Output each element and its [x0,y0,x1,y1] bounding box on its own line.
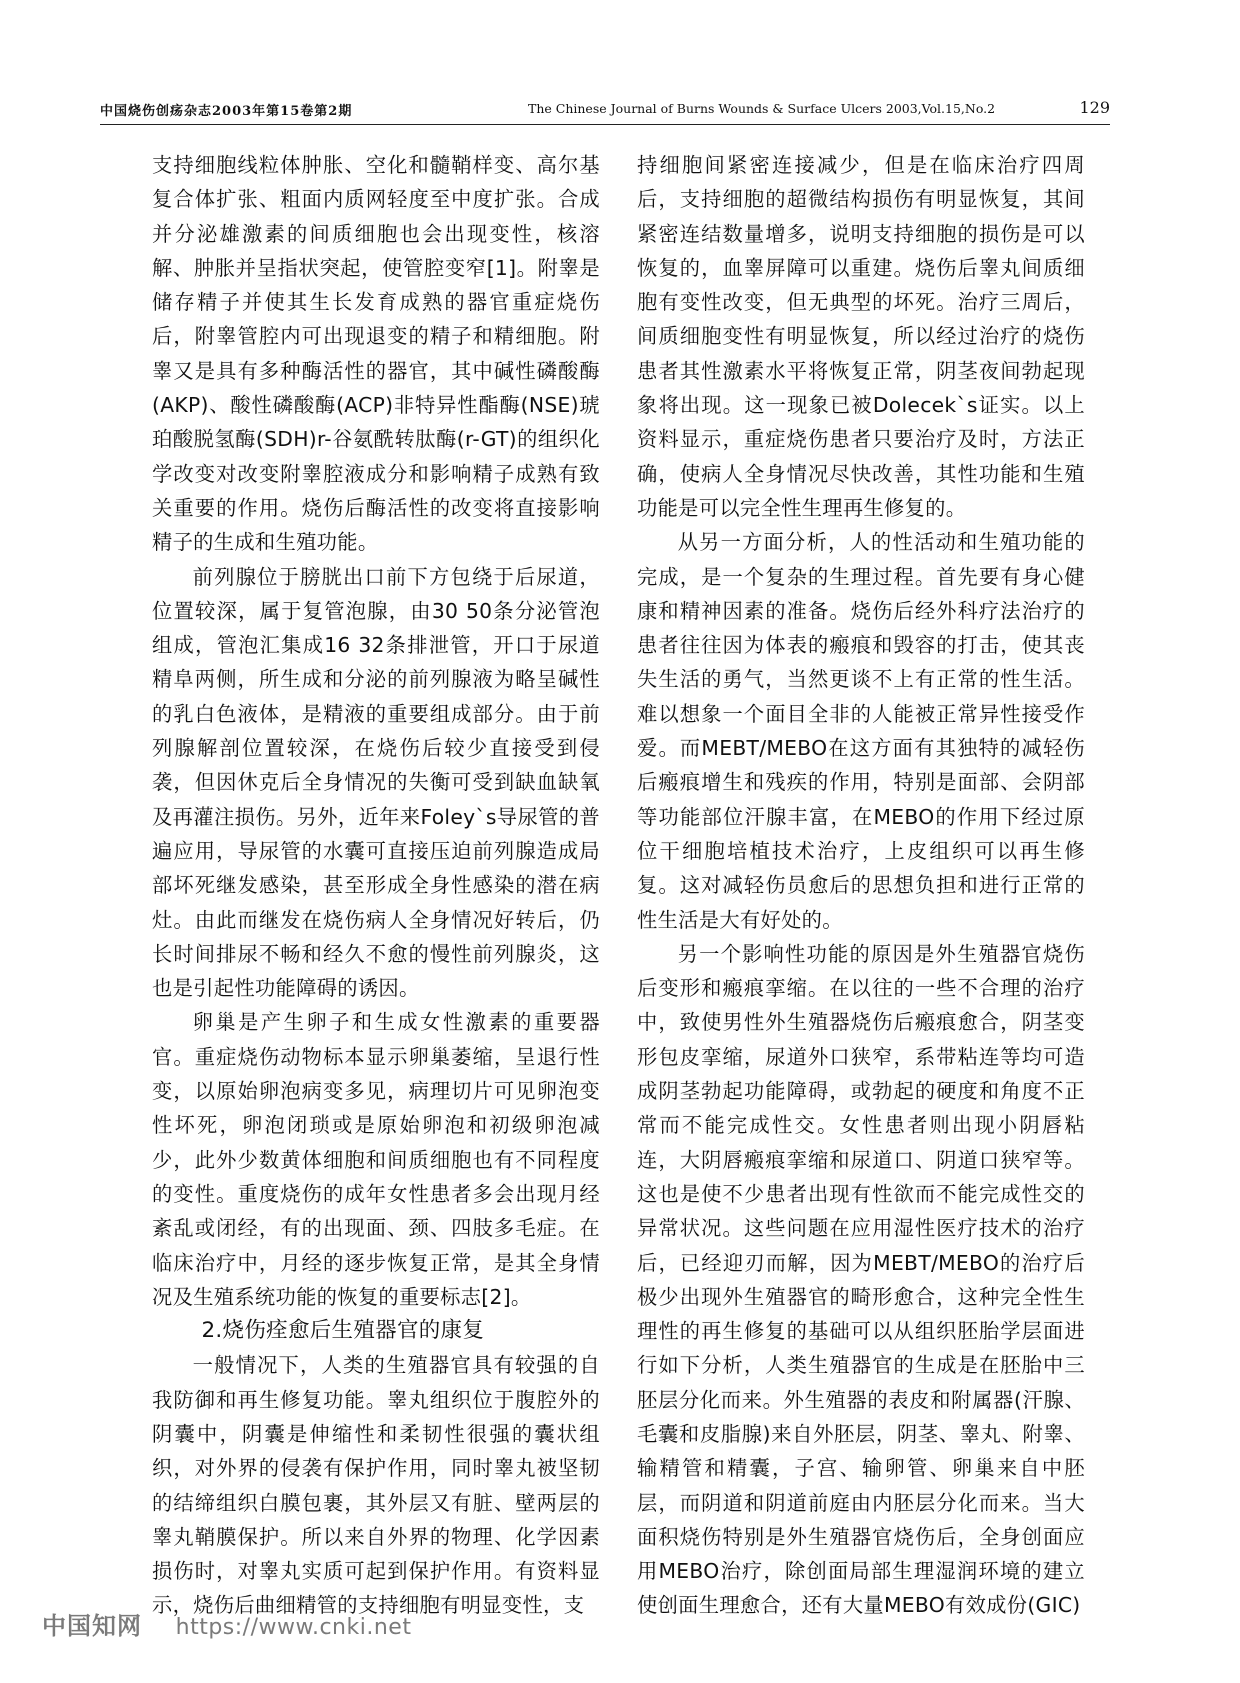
paragraph: 支持细胞线粒体肿胀、空化和髓鞘样变、高尔基复合体扩张、粗面内质网轻度至中度扩张。合成并分泌雄激素的间质细胞也会出现变性，核溶解、肿胀并呈指状突起，使管腔变窄[1]。附睾是储存精子并使其生长发育成熟的器官重症烧伤后，附睾管腔内可出现退变的精子和精细胞。附睾又是具有多种酶活性的器官，其中碱性磷酸酶(AKP)、酸性磷酸酶(ACP)非特异性酯酶(NSE)琥珀酸脱氢酶(SDH)r-谷氨酰转肽酶(r-GT)的组织化学改变对改变附睾腔液成分和影响精子成熟有致关重要的作用。烧伤后酶活性的改变将直接影响精子的生成和生殖功能。 [152,153,600,555]
paragraph: 一般情况下，人类的生殖器官具有较强的自我防御和再生修复功能。睾丸组织位于腹腔外的阴囊中，阴囊是伸缩性和柔韧性很强的囊状组织，对外界的侵袭有保护作用，同时睾丸被坚韧的结缔组织白膜包裹，其外层又有脏、壁两层的睾丸鞘膜保护。所以来自外界的物理、化学因素损伤时，对睾丸实质可起到保护作用。有资料显示，烧伤后曲细精管的支持细胞有明显变性，支 [152,1353,600,1618]
journal-title-cn: 中国烧伤创疡杂志2003年第15卷第2期 [100,104,353,119]
cnki-brand: 中国知网 [42,1612,142,1640]
paragraph: 从另一方面分析，人的性活动和生殖功能的完成，是一个复杂的生理过程。首先要有身心健康和精神因素的准备。烧伤后经外科疗法治疗的患者往往因为体表的瘢痕和毁容的打击，使其丧失生活的勇气，当然更谈不上有正常的性生活。难以想象一个面目全非的人能被正常异性接受作爱。而MEBT/MEBO在这方面有其独特的减轻伤后瘢痕增生和残疾的作用，特别是面部、会阴部等功能部位汗腺丰富，在MEBO的作用下经过原位干细胞培植技术治疗，上皮组织可以再生修复。这对减轻伤员愈后的思想负担和进行正常的性生活是大有好处的。 [637,530,1085,932]
header-rule [100,124,1110,125]
paragraph: 前列腺位于膀胱出口前下方包绕于后尿道，位置较深，属于复管泡腺，由30 50条分泌管泡组成，管泡汇集成16 32条排泄管，开口于尿道精阜两侧，所生成和分泌的前列腺液为略呈碱性的乳白色液体，是精液的重要组成部分。由于前列腺解剖位置较深，在烧伤后较少直接受到侵袭，但因休克后全身情况的失衡可受到缺血缺氧及再灌注损伤。另外，近年来Foley`s导尿管的普遍应用，导尿管的水囊可直接压迫前列腺造成局部坏死继发感染，甚至形成全身性感染的潜在病灶。由此而继发在烧伤病人全身情况好转后，仍长时间排尿不畅和经久不愈的慢性前列腺炎，这也是引起性功能障碍的诱因。 [152,564,600,1001]
cnki-watermark [42,1606,411,1640]
running-header [100,96,1110,122]
cnki-url[interactable]: https://www.cnki.net [175,1615,412,1640]
paragraph: 另一个影响性功能的原因是外生殖器官烧伤后变形和瘢痕挛缩。在以往的一些不合理的治疗中，致使男性外生殖器烧伤后瘢痕愈合，阴茎变形包皮挛缩，尿道外口狭窄，系带粘连等均可造成阴茎勃起功能障碍，或勃起的硬度和角度不正常而不能完成性交。女性患者则出现小阴唇粘连，大阴唇瘢痕挛缩和尿道口、阴道口狭窄等。这也是使不少患者出现有性欲而不能完成性交的异常状况。这些问题在应用湿性医疗技术的治疗后，已经迎刃而解，因为MEBT/MEBO的治疗后极少出现外生殖器官的畸形愈合，这种完全性生理性的再生修复的基础可以从组织胚胎学层面进行如下分析，人类生殖器官的生成是在胚胎中三胚层分化而来。外生殖器的表皮和附属器(汗腺、毛囊和皮脂腺)来自外胚层，阴茎、睾丸、附睾、输精管和精囊，子宫、输卵管、卵巢来自中胚层，而阴道和阴道前庭由内胚层分化而来。当大面积烧伤特别是外生殖器官烧伤后，全身创面应用MEBO治疗，除创面局部生理湿润环境的建立使创面生理愈合，还有大量MEBO有效成份(GIC) [637,941,1085,1618]
section-heading: 2.烧伤痊愈后生殖器官的康复 [201,1318,485,1344]
right-column [637,148,1085,1623]
journal-title-en: The Chinese Journal of Burns Wounds & Surface Ulcers 2003,Vol.15,No.2 [528,101,996,116]
page-number: 129 [1079,98,1110,117]
paragraph: 持细胞间紧密连接减少，但是在临床治疗四周后，支持细胞的超微结构损伤有明显恢复，其间紧密连结数量增多，说明支持细胞的损伤是可以恢复的，血睾屏障可以重建。烧伤后睾丸间质细胞有变性改变，但无典型的坏死。治疗三周后，间质细胞变性有明显恢复，所以经过治疗的烧伤患者其性激素水平将恢复正常，阴茎夜间勃起现象将出现。这一现象已被Dolecek`s证实。以上资料显示，重症烧伤患者只要治疗及时，方法正确，使病人全身情况尽快改善，其性功能和生殖功能是可以完全性生理再生修复的。 [637,153,1085,520]
paragraph: 卵巢是产生卵子和生成女性激素的重要器官。重症烧伤动物标本显示卵巢萎缩，呈退行性变，以原始卵泡病变多见，病理切片可见卵泡变性坏死，卵泡闭琐或是原始卵泡和初级卵泡减少，此外少数黄体细胞和间质细胞也有不同程度的变性。重度烧伤的成年女性患者多会出现月经紊乱或闭经，有的出现面、颈、四肢多毛症。在临床治疗中，月经的逐步恢复正常，是其全身情况及生殖系统功能的恢复的重要标志[2]。 [152,1010,600,1309]
left-column [152,148,600,1623]
